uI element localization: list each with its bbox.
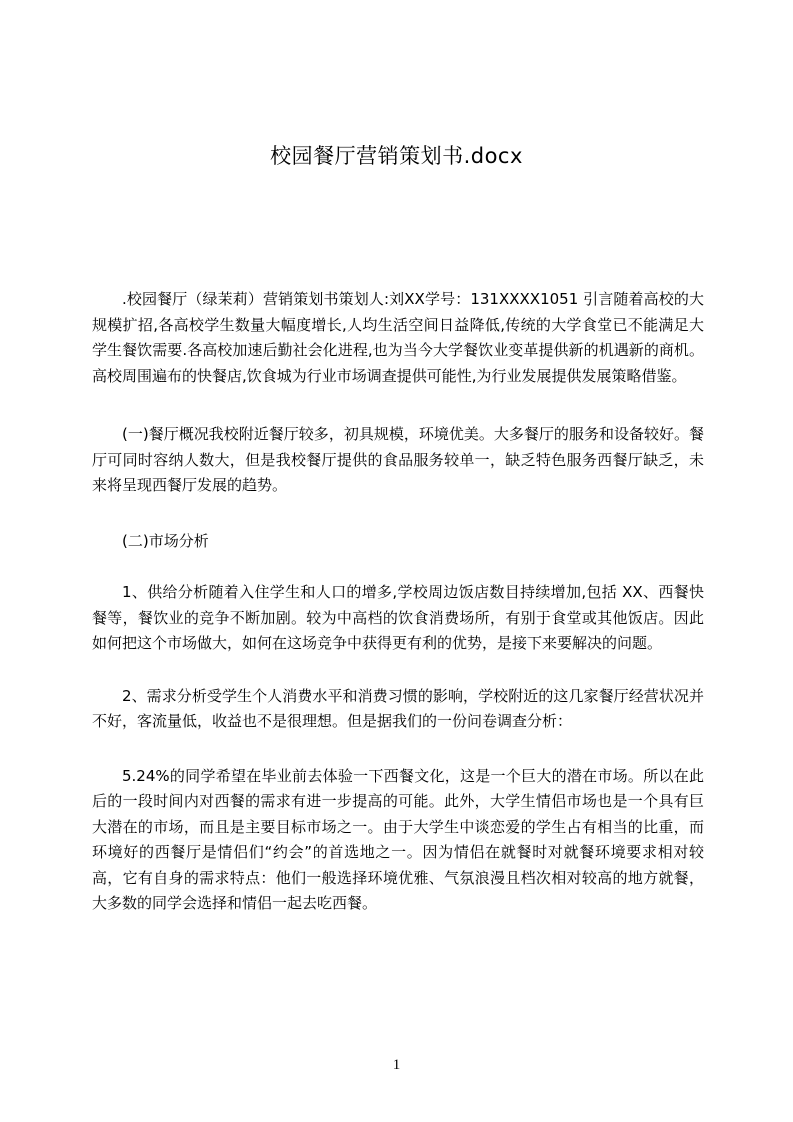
paragraph-introduction: .校园餐厅（绿茉莉）营销策划书策划人:刘XX学号：131XXXX1051 引言随着高校的大规模扩招,各高校学生数量大幅度增长,人均生活空间日益降低,传统的大学食堂已不能满足大学生餐饮需要.各高校加速后勤社会化进程,也为当今大学餐饮业变革提供新的机遇新的商机。高校周围遍布的快餐店,饮食城为行业市场调查提供可能性,为行业发展提供发展策略借鉴。 [92, 290, 704, 385]
section-heading-market-analysis: (二)市场分析 [122, 531, 209, 550]
paragraph-restaurant-overview: (一)餐厅概况我校附近餐厅较多，初具规模，环境优美。大多餐厅的服务和设备较好。餐厅可同时容纳人数大，但是我校餐厅提供的食品服务较单一，缺乏特色服务西餐厅缺乏，未来将呈现西餐厅发展的趋势。 [92, 425, 704, 494]
page-number: 1 [392, 1057, 401, 1073]
paragraph-supply-analysis: 1、供给分析随着入住学生和人口的增多,学校周边饭店数目持续增加,包括 XX、西餐快餐等，餐饮业的竞争不断加剧。较为中高档的饮食消费场所，有别于食堂或其他饭店。因此如何把这个市场做大，如何在这场竞争中获得更有利的优势，是接下来要解决的问题。 [92, 583, 704, 652]
paragraph-survey-result: 5.24%的同学希望在毕业前去体验一下西餐文化，这是一个巨大的潜在市场。所以在此后的一段时间内对西餐的需求有进一步提高的可能。此外，大学生情侣市场也是一个具有巨大潜在的市场，而且是主要目标市场之一。由于大学生中谈恋爱的学生占有相当的比重，而环境好的西餐厅是情侣们“约会”的首选地之一。因为情侣在就餐时对就餐环境要求相对较高，它有自身的需求特点：他们一般选择环境优雅、气氛浪漫且档次相对较高的地方就餐，大多数的同学会选择和情侣一起去吃西餐。 [92, 766, 704, 912]
paragraph-demand-analysis: 2、需求分析受学生个人消费水平和消费习惯的影响，学校附近的这几家餐厅经营状况并不好，客流量低，收益也不是很理想。但是据我们的一份问卷调查分析： [92, 686, 704, 730]
document-body [92, 287, 704, 917]
document-title: 校园餐厅营销策划书.docx [270, 144, 523, 168]
